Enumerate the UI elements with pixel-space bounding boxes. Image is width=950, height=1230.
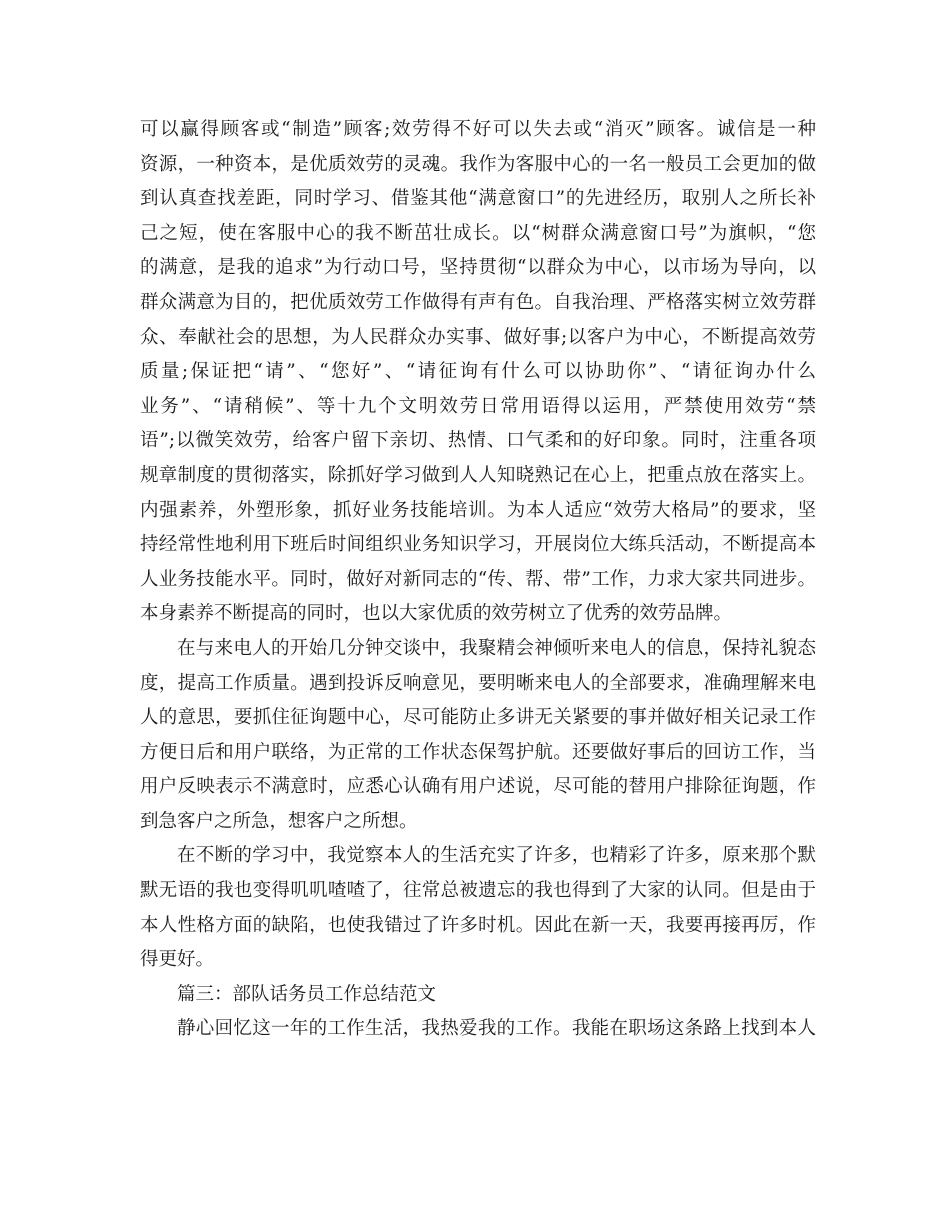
text-line: 到认真查找差距，同时学习、借鉴其他“满意窗口”的先进经历，取别人之所长补 xyxy=(140,188,816,210)
text-line: 本身素养不断提高的同时，也以大家优质的效劳树立了优秀的效劳品牌。 xyxy=(140,603,733,625)
text-line: 得更好。 xyxy=(140,949,215,971)
text-line: 人的意思，要抓住征询题中心，尽可能防止多讲无关紧要的事并做好相关记录工作 xyxy=(140,707,816,729)
paragraph-first-line: 静心回忆这一年的工作生活，我热爱我的工作。我能在职场这条路上找到本人 xyxy=(177,1018,816,1040)
paragraph-first-line: 在不断的学习中，我觉察本人的生活充实了许多，也精彩了许多，原来那个默 xyxy=(177,845,816,867)
text-line: 用户反映表示不满意时，应悉心认确有用户述说，尽可能的替用户排除征询题，作 xyxy=(140,776,816,798)
text-line: 己之短，使在客服中心的我不断茁壮成长。以“树群众满意窗口号”为旗帜，“您 xyxy=(140,222,816,244)
section-heading: 篇三：部队话务员工作总结范文 xyxy=(177,983,437,1005)
text-line: 群众满意为目的，把优质效劳工作做得有声有色。自我治理、严格落实树立效劳群 xyxy=(140,291,816,313)
text-line: 方便日后和用户联络，为正常的工作状态保驾护航。还要做好事后的回访工作，当 xyxy=(140,741,816,763)
text-line: 度，提高工作质量。遇到投诉反响意见，要明晰来电人的全部要求，准确理解来电 xyxy=(140,672,816,694)
text-line: 可以赢得顾客或“制造”顾客;效劳得不好可以失去或“消灭”顾客。诚信是一种 xyxy=(140,119,816,140)
text-line: 内强素养，外塑形象，抓好业务技能培训。为本人适应“效劳大格局”的要求，坚 xyxy=(140,499,816,521)
text-line: 默无语的我也变得叽叽喳喳了，往常总被遗忘的我也得到了大家的认同。但是由于 xyxy=(140,880,816,902)
text-line: 质量;保证把“请”、“您好”、“请征询有什么可以协助你”、“请征询办什么 xyxy=(140,361,816,383)
text-line: 持经常性地利用下班后时间组织业务知识学习，开展岗位大练兵活动，不断提高本 xyxy=(140,534,816,556)
document-body xyxy=(140,113,816,1047)
text-line: 本人性格方面的缺陷，也使我错过了许多时机。因此在新一天，我要再接再厉，作 xyxy=(140,914,816,936)
text-line: 到急客户之所急，想客户之所想。 xyxy=(140,810,418,832)
text-line: 语”;以微笑效劳，给客户留下亲切、热情、口气柔和的好印象。同时，注重各项 xyxy=(140,430,816,452)
text-line: 业务”、“请稍候”、等十九个文明效劳日常用语得以运用，严禁使用效劳“禁 xyxy=(140,395,816,417)
text-line: 的满意，是我的追求”为行动口号，坚持贯彻“以群众为中心，以市场为导向，以 xyxy=(140,257,816,279)
text-line: 众、奉献社会的思想，为人民群众办实事、做好事;以客户为中心，不断提高效劳 xyxy=(140,326,816,348)
text-line: 资源，一种资本，是优质效劳的灵魂。我作为客服中心的一名一般员工会更加的做 xyxy=(140,153,816,175)
paragraph-first-line: 在与来电人的开始几分钟交谈中，我聚精会神倾听来电人的信息，保持礼貌态 xyxy=(177,637,816,659)
text-line: 规章制度的贯彻落实，除抓好学习做到人人知晓熟记在心上，把重点放在落实上。 xyxy=(140,464,816,486)
text-line: 人业务技能水平。同时，做好对新同志的“传、帮、带”工作，力求大家共同进步。 xyxy=(140,568,816,590)
